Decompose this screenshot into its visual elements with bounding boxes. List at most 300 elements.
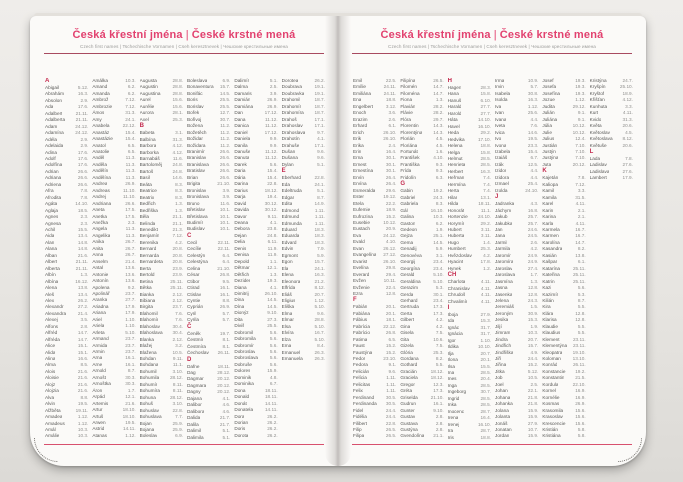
name-day-date: 12.8.: [527, 285, 539, 291]
name-day-date: 8.5.: [80, 362, 89, 368]
name-day-date: 7.4.: [483, 188, 491, 194]
name-entry: [448, 435, 491, 441]
given-name: Faustýna: [353, 349, 373, 355]
name-day-date: 6.11.: [267, 239, 278, 245]
given-name: Bořek: [186, 110, 200, 116]
given-name: Branimír: [186, 148, 205, 154]
name-day-date: 1.10.: [125, 323, 136, 329]
name-day-date: 1.12.: [77, 420, 89, 426]
given-name: Karel: [542, 201, 554, 207]
given-name: Kordula: [542, 381, 559, 387]
name-day-date: 15.4.: [125, 136, 136, 142]
name-day-date: 25.5.: [219, 97, 231, 103]
name-day-date: 23.9.: [172, 265, 183, 271]
given-name: Barborka: [139, 149, 159, 155]
name-day-date: 8.7.: [577, 297, 586, 303]
given-name: Chvalimír: [447, 298, 468, 304]
name-day-date: 21.10.: [217, 265, 231, 271]
given-name: Blahoslav: [139, 323, 160, 329]
name-day-date: 20.1.: [385, 304, 397, 310]
book-gutter-shadow: [325, 16, 351, 466]
given-name: Albín: [45, 272, 56, 278]
given-name: Adam: [45, 123, 58, 129]
name-day-date: 29.4.: [385, 271, 397, 277]
given-name: Božidara: [186, 142, 206, 148]
letter-header: I: [447, 304, 450, 311]
given-name: Hvězdoslav: [447, 252, 472, 258]
name-day-date: 29.12.: [572, 103, 586, 109]
name-day-date: 27.7.: [480, 104, 491, 110]
name-day-date: 4.2.: [530, 246, 539, 252]
name-day-date: 16.7.: [314, 330, 325, 336]
name-day-date: 4.4.: [530, 168, 539, 174]
name-day-date: 28.12.: [169, 375, 183, 381]
given-name: Artemis: [92, 400, 109, 406]
name-entry: [92, 433, 135, 439]
name-day-date: 14.5.: [433, 239, 444, 245]
given-name: Kamila: [542, 194, 557, 200]
given-name: Donald: [234, 394, 250, 400]
given-name: Anika: [92, 239, 105, 245]
name-day-date: 16.4.: [385, 148, 397, 154]
given-name: Hilda: [447, 201, 459, 207]
name-day-date: 1.11.: [386, 375, 397, 381]
name-day-date: 6.5.: [388, 336, 397, 342]
name-day-date: 13.4.: [77, 233, 89, 239]
given-name: Ena: [353, 97, 362, 103]
given-name: Alan: [45, 239, 55, 245]
name-day-date: 20.6.: [622, 123, 633, 129]
letter-header: E: [281, 168, 286, 175]
name-day-date: 24.1.: [314, 265, 325, 271]
name-day-date: 11.2.: [220, 129, 231, 135]
given-name: Gustýna: [400, 427, 418, 433]
given-name: Jana: [494, 233, 506, 239]
name-day-date: 8.12.: [622, 136, 633, 142]
name-day-date: 12.7.: [219, 110, 231, 116]
given-name: Gilbert: [400, 317, 415, 323]
given-name: Edvin: [281, 246, 294, 252]
given-name: Beatrice: [139, 188, 157, 194]
given-name: Artuš: [92, 413, 104, 419]
given-name: Fabián: [353, 304, 368, 310]
given-name: Juta: [542, 161, 552, 167]
name-day-date: 3.5.: [80, 317, 89, 323]
name-day-date: 24.8.: [267, 232, 278, 238]
given-name: Adriana: [45, 175, 62, 181]
given-name: Ema: [281, 343, 292, 349]
name-day-date: 26.6.: [125, 200, 136, 206]
name-day-date: 9.5.: [222, 278, 231, 284]
given-name: Klaudie: [542, 323, 558, 329]
given-name: Darina: [234, 181, 249, 187]
name-day-date: 18.1.: [385, 317, 397, 323]
given-name: Jan: [494, 226, 503, 232]
name-day-date: 18.3.: [314, 239, 325, 245]
name-day-date: 28.3.: [480, 85, 491, 90]
name-day-date: 5.6.: [269, 161, 278, 167]
name-day-date: 26.2.: [267, 426, 278, 432]
given-name: Edmunda: [281, 220, 302, 226]
name-day-date: 21.6.: [77, 252, 89, 258]
given-name: Justýn: [542, 148, 556, 154]
header-rule: [44, 53, 324, 54]
name-day-date: 16.9.: [575, 394, 586, 400]
given-name: Gordana: [400, 356, 419, 362]
name-day-date: 24.12.: [383, 232, 397, 238]
name-day-date: 19.5.: [77, 401, 89, 407]
title-czech: Česká křestní jména: [380, 29, 491, 41]
given-name: Iva: [494, 103, 502, 109]
name-day-date: 11.3.: [125, 168, 136, 174]
name-day-date: 26.7.: [125, 239, 136, 245]
name-day-date: 29.6.: [385, 187, 397, 193]
given-name: Celina: [186, 265, 201, 271]
given-name: Boleslav: [139, 433, 158, 439]
given-name: Eliška: [281, 304, 295, 310]
name-day-date: 26.10.: [264, 290, 278, 296]
given-name: Bohumíra: [139, 388, 160, 394]
given-name: Gerta: [400, 310, 413, 316]
name-day-date: 26.6.: [77, 175, 89, 181]
given-name: Ildika: [447, 344, 459, 350]
given-name: Anatolie: [92, 148, 110, 154]
given-name: Alban: [45, 252, 57, 258]
given-name: Jonatan: [494, 427, 512, 433]
name-day-date: 5.1.: [269, 78, 278, 83]
given-name: Izolda: [494, 187, 508, 193]
name-entry: [140, 433, 183, 439]
given-name: Dušana: [281, 155, 298, 161]
name-day-date: 28.7.: [480, 428, 491, 434]
given-name: Gunter: [400, 407, 415, 413]
given-name: Amál: [45, 427, 56, 433]
name-day-date: 24.12.: [75, 130, 89, 136]
letter-header: H: [447, 78, 452, 84]
name-day-date: 19.1.: [314, 90, 325, 96]
name-day-date: 22.8.: [314, 175, 325, 181]
given-name: Amy: [92, 116, 102, 122]
name-day-date: 5.6.: [269, 349, 278, 355]
given-name: Ezra: [353, 290, 363, 296]
given-name: Ctislav: [186, 291, 202, 297]
given-name: Arwen: [92, 420, 106, 426]
name-day-date: 1.11.: [314, 207, 325, 213]
given-name: Erhard: [353, 123, 368, 129]
given-name: Dagmar: [186, 376, 204, 382]
given-name: Brigita: [186, 181, 201, 187]
name-day-date: 31.3.: [125, 110, 136, 116]
given-name: Benedikt: [139, 226, 158, 232]
given-name: Artur: [92, 407, 103, 413]
given-name: Gustava: [400, 420, 418, 426]
given-name: Angelika: [92, 232, 111, 238]
given-name: Jarmila: [494, 246, 511, 252]
name-day-date: 8.2.: [577, 246, 586, 252]
name-day-date: 3.9.: [222, 194, 231, 200]
name-day-date: 8.1.: [222, 343, 231, 349]
name-day-date: 10.3.: [125, 78, 136, 83]
given-name: Emílie: [353, 84, 367, 90]
given-name: Edita: [281, 201, 293, 207]
name-day-date: 4.9.: [530, 349, 539, 355]
name-day-date: 13.6.: [125, 271, 136, 277]
given-name: Alojz: [45, 381, 56, 387]
name-day-date: 11.9.: [267, 245, 278, 251]
given-name: Drahotín: [281, 136, 300, 142]
given-name: Felix: [353, 388, 363, 394]
given-name: Arnold: [92, 368, 106, 374]
name-day-date: 5.12.: [77, 85, 89, 90]
given-name: Ingrid: [447, 395, 460, 401]
given-name: Gisela: [400, 330, 414, 336]
given-name: Chranislav: [447, 285, 470, 291]
given-name: Harald: [447, 104, 462, 110]
name-day-date: 1.3.: [530, 278, 539, 284]
name-day-date: 28.5.: [480, 402, 491, 408]
given-name: Andělína: [92, 174, 111, 180]
given-name: Celestýn: [186, 252, 206, 258]
given-name: Fortunát: [400, 148, 418, 154]
name-day-date: 22.1.: [527, 388, 539, 394]
name-day-date: 4.11.: [575, 220, 586, 226]
name-day-date: 1.3.: [435, 97, 444, 103]
given-name: Huberta: [447, 233, 465, 239]
given-name: Jadranka: [494, 201, 515, 207]
name-day-date: 10.11.: [383, 278, 397, 284]
name-day-date: 20.8.: [172, 259, 183, 265]
name-day-date: 30.1.: [385, 155, 397, 161]
given-name: Dana: [234, 116, 246, 122]
name-day-date: 11.10.: [122, 187, 136, 193]
name-day-date: 15.9.: [267, 368, 278, 374]
given-name: Konrád: [542, 362, 558, 368]
given-name: Anděla: [92, 161, 107, 167]
given-name: Babeta: [139, 130, 155, 136]
given-name: Brian: [186, 174, 198, 180]
given-name: Herta: [447, 188, 460, 194]
given-name: Alena: [45, 285, 57, 291]
name-day-date: 7.5.: [435, 330, 444, 336]
name-day-date: 16.12.: [75, 278, 89, 284]
name-day-date: 30.5.: [385, 394, 397, 400]
given-name: Agnes: [45, 214, 59, 220]
name-day-date: 1.11.: [314, 214, 325, 220]
name-day-date: 7.10.: [575, 155, 586, 161]
given-name: Izaiáš: [494, 155, 508, 161]
name-day-date: 15.9.: [527, 414, 539, 420]
given-name: Humbert: [447, 246, 466, 252]
name-day-date: 18.11.: [264, 394, 278, 400]
given-name: Cyntie: [186, 297, 201, 303]
given-name: Ariel: [92, 316, 102, 322]
name-day-date: 3.10.: [172, 401, 183, 407]
name-day-date: 20.1.: [385, 310, 397, 316]
given-name: Bratislav: [186, 168, 205, 174]
name-day-date: 26.9.: [267, 97, 278, 103]
name-day-date: 25.11.: [572, 272, 586, 278]
given-name: Karmen: [542, 233, 559, 239]
given-name: Emiliána: [353, 90, 371, 96]
given-name: Gál: [400, 207, 408, 213]
given-name: Izmael: [494, 181, 509, 187]
given-name: Justián: [542, 142, 558, 148]
name-day-date: 27.6.: [622, 168, 633, 174]
name-day-date: 28.8.: [172, 78, 183, 83]
given-name: Fabrícia: [353, 323, 370, 329]
name-day-date: 23.4.: [433, 259, 444, 265]
given-name: Dalibora: [186, 408, 205, 414]
given-name: Elza: [281, 336, 291, 342]
given-name: Květoslav: [589, 129, 610, 135]
given-name: Davida: [234, 207, 249, 213]
name-day-date: 14.6.: [527, 129, 539, 135]
name-day-date: 18.7.: [314, 110, 325, 116]
name-day-date: 17.10.: [477, 136, 491, 142]
name-day-date: 18.9.: [622, 90, 633, 96]
given-name: Frída: [400, 168, 412, 174]
name-day-date: 5.1.: [317, 161, 325, 167]
letter-header: Č: [186, 323, 192, 330]
name-day-date: 1.10.: [480, 337, 491, 343]
given-name: Kornel: [542, 388, 556, 394]
name-day-date: 5.6.: [269, 336, 278, 342]
given-name: Alberta: [45, 265, 60, 271]
name-day-date: 28.5.: [480, 370, 491, 376]
name-day-date: 21.11.: [75, 117, 89, 123]
given-name: Lada: [589, 155, 601, 161]
name-day-date: 29.2.: [480, 130, 491, 136]
given-name: Engelbert: [353, 103, 374, 109]
name-day-date: 15.8.: [480, 149, 491, 155]
given-name: Ignácia: [447, 331, 463, 337]
name-entry: [282, 356, 325, 362]
given-name: Dalimil: [186, 428, 202, 434]
name-day-date: 30.1.: [433, 291, 444, 297]
name-day-date: 21.1.: [172, 220, 183, 226]
name-day-date: 4.2.: [175, 239, 183, 245]
name-day-date: 3.11.: [480, 226, 491, 232]
given-name: Bořivoj: [186, 116, 202, 122]
given-name: Jeroným: [494, 310, 513, 316]
given-name: Bonifác: [186, 90, 203, 96]
name-day-date: 2.5.: [269, 84, 278, 90]
given-name: Filoména: [400, 90, 420, 96]
given-name: Gregor: [400, 381, 415, 387]
given-name: Ester: [353, 194, 364, 200]
given-name: Ivo: [494, 136, 502, 142]
name-day-date: 1.6.: [435, 148, 444, 154]
given-name: Ivica: [494, 129, 505, 135]
name-day-date: 28.8.: [172, 84, 183, 90]
given-name: Adelaida: [45, 143, 64, 149]
name-day-date: 14.7.: [77, 330, 89, 336]
name-day-date: 26.3.: [314, 356, 325, 362]
name-day-date: 11.1.: [480, 207, 491, 213]
name-day-date: 5.6.: [269, 361, 278, 367]
given-name: Erika: [353, 142, 364, 148]
page-header-right: [346, 16, 638, 54]
name-day-date: 24.10.: [525, 187, 539, 193]
given-name: Blažej: [139, 343, 153, 349]
given-name: Danuše: [234, 148, 251, 154]
name-day-date: 16.10.: [477, 421, 491, 427]
given-name: Edeltruda: [281, 188, 302, 194]
name-day-date: 12.5.: [527, 161, 539, 167]
given-name: Evelína: [353, 265, 369, 271]
name-day-date: 18.11.: [264, 387, 278, 393]
name-day-date: 23.7.: [125, 290, 136, 296]
given-name: Kamil: [542, 188, 555, 194]
given-name: Balbína: [139, 136, 156, 142]
given-name: Hagen: [447, 85, 462, 90]
given-name: Dobromil: [234, 329, 254, 335]
given-name: Budislav: [186, 226, 205, 232]
given-name: Kristián: [542, 427, 558, 433]
name-day-date: 26.10.: [383, 258, 397, 264]
given-name: Dajana: [186, 395, 202, 401]
given-name: Basil: [139, 175, 150, 181]
name-day-date: 18.8.: [480, 143, 491, 149]
name-day-date: 5.5.: [435, 362, 444, 368]
given-name: Kleopatra: [542, 349, 563, 355]
name-day-date: 5.8.: [577, 427, 586, 433]
name-day-date: 19.5.: [125, 420, 136, 426]
name-day-date: 24.12.: [75, 123, 89, 129]
name-day-date: 21.7.: [219, 415, 231, 421]
given-name: Beatrix: [139, 194, 155, 200]
name-day-date: 16.1.: [125, 355, 136, 361]
given-name: Anastáz: [92, 129, 110, 135]
name-day-date: 2.3.: [80, 220, 89, 226]
given-name: Alfréda: [45, 336, 60, 342]
name-day-date: 26.10.: [383, 129, 397, 135]
name-day-date: 3.10.: [172, 368, 183, 374]
name-day-date: 16.3.: [527, 97, 539, 103]
given-name: Karolína: [542, 239, 560, 245]
given-name: Aurora: [139, 110, 154, 116]
given-name: Adalberta: [45, 117, 66, 123]
given-name: Abrahám: [45, 91, 65, 97]
given-name: Kosmas: [542, 401, 560, 407]
name-day-date: 6.9.: [222, 78, 231, 83]
name-day-date: 8.8.: [222, 297, 231, 303]
name-day-date: 22.11.: [217, 246, 231, 252]
letter-header: C: [186, 232, 192, 239]
name-day-date: 15.6.: [575, 414, 586, 420]
name-day-date: 5.10.: [314, 336, 325, 342]
name-day-date: 22.8.: [267, 181, 278, 187]
given-name: Erin: [353, 148, 362, 154]
name-list-right: [353, 78, 633, 442]
given-name: Květuše: [589, 142, 607, 148]
name-day-date: 26.4.: [385, 174, 397, 180]
given-name: Bohumil: [139, 368, 157, 374]
given-name: Jolana: [494, 407, 509, 413]
given-name: Dušan: [281, 148, 296, 154]
given-name: Jindřiška: [494, 349, 514, 355]
name-day-date: 5.5.: [577, 330, 586, 336]
given-name: Floriána: [400, 142, 418, 148]
given-name: Bohdana: [139, 362, 159, 368]
name-day-date: 4.10.: [385, 239, 397, 245]
given-name: Edgar: [281, 194, 295, 200]
given-name: Kunhuta: [589, 103, 608, 109]
name-day-date: 5.12.: [527, 368, 539, 374]
given-name: Cyril: [186, 310, 197, 316]
name-day-date: 14.3.: [433, 123, 444, 129]
given-name: Aurel: [139, 97, 151, 103]
